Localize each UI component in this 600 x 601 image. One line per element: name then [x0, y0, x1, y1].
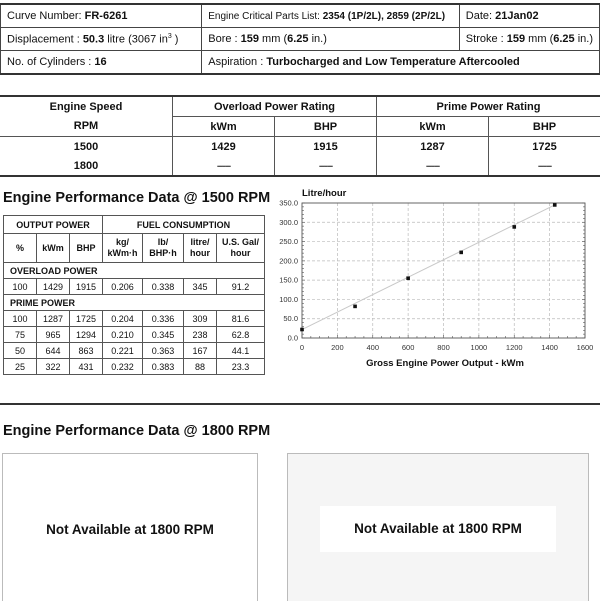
overload-kwm-header: kWm [173, 117, 275, 137]
y-tick-label: 50.0 [283, 314, 298, 323]
prime-kwm-header: kWm [377, 117, 489, 137]
output-power-header: OUTPUT POWER [4, 216, 103, 234]
x-tick-label: 0 [300, 343, 304, 352]
x-tick-label: 200 [331, 343, 344, 352]
prime-rating-header: Prime Power Rating [377, 96, 600, 117]
x-axis-label: Gross Engine Power Output - kWm [366, 358, 524, 369]
y-tick-label: 350.0 [279, 199, 298, 208]
not-available-text: Not Available at 1800 RPM [3, 522, 257, 537]
not-available-text: Not Available at 1800 RPM [320, 521, 556, 536]
not-available-panel-left [2, 453, 258, 601]
col-percent: % [4, 234, 37, 263]
data-point [459, 251, 463, 255]
section-title-1500: Engine Performance Data @ 1500 RPM [3, 190, 270, 206]
cylinders-cell: No. of Cylinders : 16 [1, 51, 202, 75]
not-available-panel-right [287, 453, 589, 601]
y-tick-label: 150.0 [279, 276, 298, 285]
data-point [512, 225, 516, 229]
x-tick-label: 400 [366, 343, 379, 352]
overload-power-label: OVERLOAD POWER [4, 263, 265, 279]
bore-cell: Bore : 159 mm (6.25 in.) [202, 28, 460, 51]
not-available-inner-box [320, 506, 556, 552]
prime-power-label: PRIME POWER [4, 295, 265, 311]
section-title-1800: Engine Performance Data @ 1800 RPM [3, 423, 270, 439]
curve-number-cell: Curve Number: FR-6261 [1, 4, 202, 28]
engine-spec-table [0, 3, 600, 75]
col-bhp: BHP [70, 234, 103, 263]
x-tick-label: 1400 [541, 343, 558, 352]
rating-row-1500: 1500 1429 1915 1287 1725 [0, 137, 600, 157]
overload-rating-header: Overload Power Rating [173, 96, 377, 117]
table-row: 100 1429 1915 0.206 0.338 345 91.2 [4, 279, 265, 295]
date-value: 21Jan02 [495, 10, 538, 22]
y-tick-label: 0.0 [288, 334, 298, 343]
x-tick-label: 600 [402, 343, 415, 352]
col-gal-hour: U.S. Gal/ hour [217, 234, 265, 263]
rpm-header: RPM [0, 117, 173, 137]
displacement-cell: Displacement : 50.3 litre (3067 $in^3$ ) [1, 28, 202, 51]
x-tick-label: 1000 [471, 343, 488, 352]
aspiration-cell: Aspiration : Turbocharged and Low Temperature Aftercooled [202, 51, 600, 75]
table-row: 100 1287 1725 0.204 0.336 309 81.6 [4, 311, 265, 327]
date-cell: Date: 21Jan02 [459, 4, 599, 28]
data-point [406, 276, 410, 280]
col-kwm: kWm [37, 234, 70, 263]
y-tick-label: 100.0 [279, 295, 298, 304]
fuel-consumption-header: FUEL CONSUMPTION [103, 216, 265, 234]
power-ratings-table [0, 95, 600, 177]
curve-number: FR-6261 [85, 10, 128, 22]
y-tick-label: 300.0 [279, 218, 298, 227]
stroke-cell: Stroke : 159 mm (6.25 in.) [459, 28, 599, 51]
data-point [353, 305, 357, 309]
table-row: 25 322 431 0.232 0.383 88 23.3 [4, 359, 265, 375]
prime-bhp-header: BHP [489, 117, 600, 137]
section-divider [0, 403, 600, 405]
y-tick-label: 250.0 [279, 237, 298, 246]
engine-speed-header: Engine Speed [0, 96, 173, 117]
rating-row-1800: 1800 ----- ----- ----- ----- [0, 156, 600, 176]
data-point [553, 203, 557, 207]
trend-line [302, 205, 555, 330]
x-tick-label: 1600 [577, 343, 594, 352]
x-tick-label: 800 [437, 343, 450, 352]
y-axis-label: Litre/hour [302, 188, 347, 199]
parts-list-cell: Engine Critical Parts List: 2354 (1P/2L), 2859 (2P/2L) [202, 4, 460, 28]
parts-list: 2354 (1P/2L), 2859 (2P/2L) [323, 11, 445, 22]
col-kg-kwmh: kg/ kWm·h [103, 234, 143, 263]
x-tick-label: 1200 [506, 343, 523, 352]
col-litre-hour: litre/ hour [184, 234, 217, 263]
data-point [300, 328, 304, 332]
table-row: 75 965 1294 0.210 0.345 238 62.8 [4, 327, 265, 343]
fuel-consumption-chart [275, 185, 600, 375]
col-lb-bhph: lb/ BHP·h [143, 234, 184, 263]
y-tick-label: 200.0 [279, 256, 298, 265]
overload-bhp-header: BHP [275, 117, 377, 137]
table-row: 50 644 863 0.221 0.363 167 44.1 [4, 343, 265, 359]
performance-table-1500 [3, 215, 265, 375]
